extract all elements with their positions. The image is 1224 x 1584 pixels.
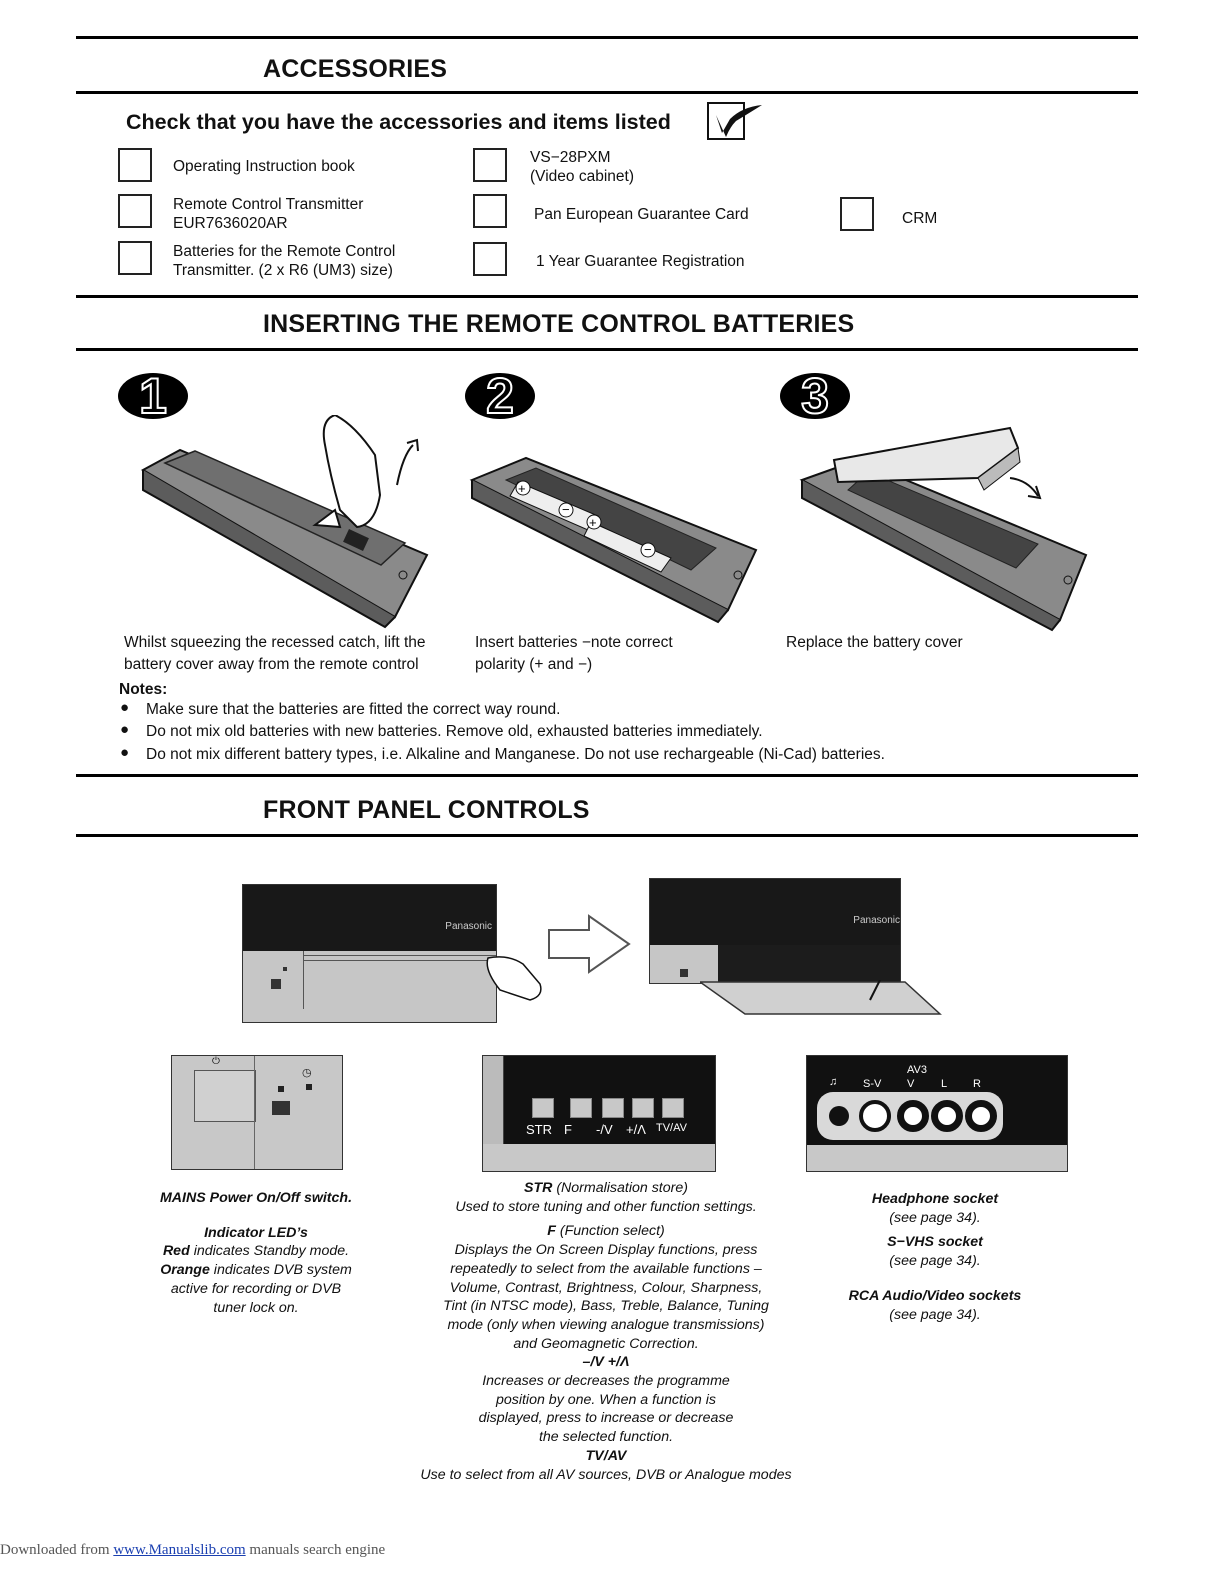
check-heading: Check that you have the accessories and items listed xyxy=(126,110,671,134)
accessory-checkbox-crm[interactable] xyxy=(840,197,874,231)
brand-logo: Panasonic xyxy=(445,921,492,932)
accessories-rule xyxy=(76,91,1138,94)
front-button-label: STR xyxy=(526,1122,552,1137)
front-button-2[interactable] xyxy=(602,1098,624,1118)
svg-text:−: − xyxy=(644,542,652,557)
accessory-label: CRM xyxy=(902,210,938,227)
batteries-title: INSERTING THE REMOTE CONTROL BATTERIES xyxy=(263,310,855,338)
svg-text:−: − xyxy=(562,502,570,517)
remote-illustration-step-2 xyxy=(466,440,766,630)
note-3: Do not mix different battery types, i.e. Alkaline and Manganese. Do not use rechargeable (Ni-Cad) batteries. xyxy=(146,746,885,763)
headphone-socket[interactable] xyxy=(829,1106,849,1126)
finger-press-icon xyxy=(478,950,548,1005)
footer-suffix: manuals search engine xyxy=(245,1542,386,1558)
mains-description: MAINS Power On/Off switch. Indicator LED’s Red indicates Standby mode. Orange indicates DVB system active for recording or DVB tuner lock on. xyxy=(159,1190,353,1316)
accessory-checkbox-remote[interactable] xyxy=(118,194,152,228)
socket-label: S-V xyxy=(863,1078,882,1090)
rca-audio-left-socket[interactable] xyxy=(931,1100,963,1132)
front-panel-title: FRONT PANEL CONTROLS xyxy=(263,796,590,824)
accessory-label: 1 Year Guarantee Registration xyxy=(536,253,745,270)
bullet: ● xyxy=(120,721,130,738)
mains-detail-panel xyxy=(171,1055,343,1170)
clock-icon: ◷ xyxy=(302,1067,312,1079)
top-rule xyxy=(76,36,1138,39)
tv-front-open xyxy=(649,878,901,984)
front-button-3[interactable] xyxy=(632,1098,654,1118)
accessory-checkbox-guarantee-card[interactable] xyxy=(473,194,507,228)
note-1: Make sure that the batteries are fitted the correct way round. xyxy=(146,701,561,718)
mains-switch[interactable] xyxy=(272,1101,290,1115)
remote-illustration-step-1 xyxy=(135,415,445,630)
standby-led xyxy=(278,1086,284,1092)
front-button-label: -/V xyxy=(596,1122,613,1137)
step-number-2: 2 xyxy=(465,373,535,419)
right-arrow-icon xyxy=(547,914,631,974)
front-button-4[interactable] xyxy=(662,1098,684,1118)
accessory-label: Remote Control Transmitter EUR7636020AR xyxy=(173,196,364,232)
front-button-0[interactable] xyxy=(532,1098,554,1118)
step-number-3: 3 xyxy=(780,373,850,419)
svg-text:+: + xyxy=(518,481,526,496)
front-button-label: +/Λ xyxy=(626,1122,646,1137)
note-2: Do not mix old batteries with new batteries. Remove old, exhausted batteries immediately. xyxy=(146,723,763,740)
tv-front-closed xyxy=(242,884,497,1023)
front-panel-rule-top xyxy=(76,774,1138,777)
front-button-1[interactable] xyxy=(570,1098,592,1118)
accessories-title: ACCESSORIES xyxy=(263,55,448,83)
sockets-description: Headphone socket (see page 34). S−VHS socket (see page 34). RCA Audio/Video sockets (see page 34). xyxy=(848,1191,1022,1323)
timer-led xyxy=(306,1084,312,1090)
bullet: ● xyxy=(120,699,130,716)
accessory-checkbox-guarantee-registration[interactable] xyxy=(473,242,507,276)
accessory-label: Operating Instruction book xyxy=(173,158,355,175)
notes-label: Notes: xyxy=(119,681,168,698)
step-number-1: 1 xyxy=(118,373,188,419)
headphone-icon: ♫ xyxy=(829,1076,838,1088)
buttons-description: STR (Normalisation store) Used to store tuning and other function settings. F (Function select) Displays the On Screen Display functions, press repeatedly to select from the available functions – Volume, Contrast, Brightness, Colour, Sharpness, Tint (in NTSC mode), Bass, Treble, Balance, Tuning mode (only when viewing analogue transmissions) and Geomagnetic Correction. –/V +/Λ Increases or decreases the programme position by one. When a function is displayed, press to increase or decrease the selected function. TV/AV Use to select from all AV sources, DVB or Analogue modes xyxy=(420,1180,792,1483)
front-button-label: F xyxy=(564,1122,572,1137)
rca-video-socket[interactable] xyxy=(897,1100,929,1132)
checkmark-icon xyxy=(706,101,764,143)
front-panel-rule-bottom xyxy=(76,834,1138,837)
accessory-checkbox-instruction-book[interactable] xyxy=(118,148,152,182)
footer-prefix: Downloaded from xyxy=(0,1542,114,1558)
step-1-caption: Whilst squeezing the recessed catch, lift the battery cover away from the remote control xyxy=(124,634,426,673)
manualslib-link[interactable]: www.Manualslib.com xyxy=(113,1542,246,1558)
svg-text:+: + xyxy=(589,515,597,530)
step-2-caption: Insert batteries −note correct polarity (+ and −) xyxy=(475,634,673,673)
step-3-caption: Replace the battery cover xyxy=(786,634,963,651)
socket-label: V xyxy=(907,1078,915,1090)
power-icon: ⏻ xyxy=(212,1056,220,1067)
accessory-label: Batteries for the Remote Control Transmitter. (2 x R6 (UM3) size) xyxy=(173,243,396,279)
footer xyxy=(0,1542,385,1559)
svhs-socket[interactable] xyxy=(859,1100,891,1132)
remote-illustration-step-3 xyxy=(798,420,1093,632)
batteries-rule-top xyxy=(76,295,1138,298)
sockets-detail-panel xyxy=(806,1055,1068,1172)
bullet: ● xyxy=(120,744,130,761)
socket-label: R xyxy=(973,1078,981,1090)
front-button-label: TV/AV xyxy=(656,1122,687,1134)
batteries-rule-bottom xyxy=(76,348,1138,351)
socket-label: L xyxy=(941,1078,948,1090)
brand-logo: Panasonic xyxy=(853,915,900,926)
accessory-label: VS−28PXM (Video cabinet) xyxy=(530,149,634,185)
av3-label: AV3 xyxy=(907,1064,927,1076)
rca-audio-right-socket[interactable] xyxy=(965,1100,997,1132)
accessory-checkbox-video-cabinet[interactable] xyxy=(473,148,507,182)
tv-open-flap xyxy=(700,980,945,1022)
accessory-checkbox-batteries[interactable] xyxy=(118,241,152,275)
accessory-label: Pan European Guarantee Card xyxy=(534,206,749,223)
